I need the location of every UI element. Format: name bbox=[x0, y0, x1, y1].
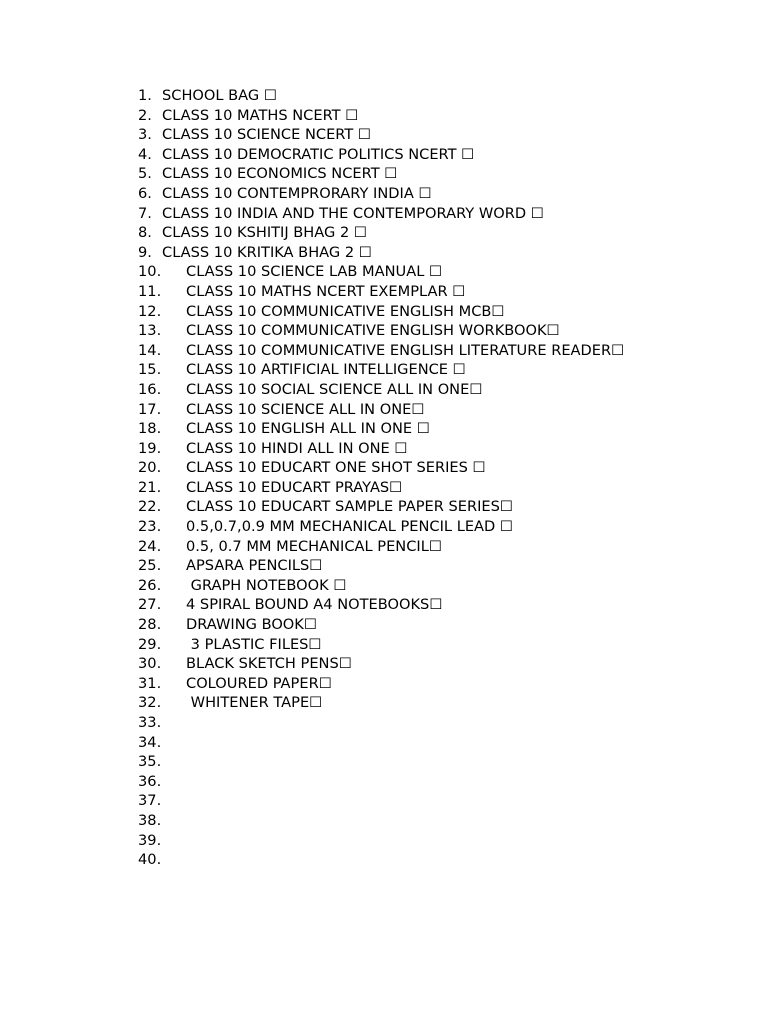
list-item-number: 27. bbox=[138, 596, 162, 614]
list-item-number: 21. bbox=[138, 478, 162, 496]
list-item-number: 40. bbox=[138, 851, 162, 869]
list-item-text: CLASS 10 ARTIFICIAL INTELLIGENCE ☐ bbox=[186, 361, 466, 379]
list-item-number: 23. bbox=[138, 518, 162, 536]
list-item-number: 9. bbox=[138, 243, 152, 261]
list-item-text: CLASS 10 INDIA AND THE CONTEMPORARY WORD ☐ bbox=[162, 204, 544, 222]
list-item-text: CLASS 10 SCIENCE LAB MANUAL ☐ bbox=[186, 263, 443, 281]
list-item-text: APSARA PENCILS☐ bbox=[186, 557, 323, 575]
list-item-text: GRAPH NOTEBOOK ☐ bbox=[186, 576, 347, 594]
list-item-number: 32. bbox=[138, 694, 162, 712]
list-item-number: 12. bbox=[138, 302, 162, 320]
list-item-number: 26. bbox=[138, 576, 162, 594]
list-item-text: CLASS 10 DEMOCRATIC POLITICS NCERT ☐ bbox=[162, 145, 475, 163]
list-item-number: 10. bbox=[138, 263, 162, 281]
list-item-text: CLASS 10 ENGLISH ALL IN ONE ☐ bbox=[186, 420, 430, 438]
list-item-number: 15. bbox=[138, 361, 162, 379]
list-item-number: 13. bbox=[138, 322, 162, 340]
list-item-number: 6. bbox=[138, 184, 152, 202]
list-item-text: 4 SPIRAL BOUND A4 NOTEBOOKS☐ bbox=[186, 596, 443, 614]
list-item-text: DRAWING BOOK☐ bbox=[186, 616, 317, 634]
list-item-number: 16. bbox=[138, 380, 162, 398]
list-item-text: CLASS 10 SCIENCE ALL IN ONE☐ bbox=[186, 400, 425, 418]
list-item-number: 18. bbox=[138, 420, 162, 438]
list-item-text: CLASS 10 COMMUNICATIVE ENGLISH LITERATURE READER☐ bbox=[186, 341, 625, 359]
list-item-text: CLASS 10 COMMUNICATIVE ENGLISH WORKBOOK☐ bbox=[186, 322, 560, 340]
list-item-number: 3. bbox=[138, 126, 152, 144]
list-item-number: 11. bbox=[138, 282, 162, 300]
list-item-number: 25. bbox=[138, 557, 162, 575]
list-item-number: 4. bbox=[138, 145, 152, 163]
list-item-number: 38. bbox=[138, 811, 162, 829]
list-item-number: 35. bbox=[138, 753, 162, 771]
list-item-number: 36. bbox=[138, 772, 162, 790]
list-item-text: CLASS 10 EDUCART PRAYAS☐ bbox=[186, 478, 403, 496]
list-item-text: BLACK SKETCH PENS☐ bbox=[186, 655, 352, 673]
list-item-number: 24. bbox=[138, 537, 162, 555]
list-item-number: 37. bbox=[138, 792, 162, 810]
list-item-number: 34. bbox=[138, 733, 162, 751]
list-item-text: CLASS 10 HINDI ALL IN ONE ☐ bbox=[186, 439, 408, 457]
list-item-text: CLASS 10 KSHITIJ BHAG 2 ☐ bbox=[162, 224, 367, 242]
list-item-number: 28. bbox=[138, 616, 162, 634]
list-item-text: CLASS 10 KRITIKA BHAG 2 ☐ bbox=[162, 243, 372, 261]
list-item-number: 14. bbox=[138, 341, 162, 359]
list-item-number: 31. bbox=[138, 674, 162, 692]
list-item-number: 33. bbox=[138, 714, 162, 731]
list-item-number: 20. bbox=[138, 459, 162, 477]
list-item-text: CLASS 10 CONTEMPRORARY INDIA ☐ bbox=[162, 184, 432, 202]
list-item-text: CLASS 10 ECONOMICS NCERT ☐ bbox=[162, 165, 398, 183]
list-item-text: COLOURED PAPER☐ bbox=[186, 674, 332, 692]
list-item-number: 8. bbox=[138, 224, 152, 242]
list-item-number: 29. bbox=[138, 635, 162, 653]
list-item-text: CLASS 10 COMMUNICATIVE ENGLISH MCB☐ bbox=[186, 302, 505, 320]
list-item-number: 1. bbox=[138, 87, 152, 104]
list-item-text: 0.5, 0.7 MM MECHANICAL PENCIL☐ bbox=[186, 537, 442, 555]
list-item-text: 3 PLASTIC FILES☐ bbox=[186, 635, 322, 653]
list-item-number: 2. bbox=[138, 106, 152, 124]
list-item-number: 39. bbox=[138, 831, 162, 849]
list-item-number: 22. bbox=[138, 498, 162, 516]
list-item-text: CLASS 10 SOCIAL SCIENCE ALL IN ONE☐ bbox=[186, 380, 483, 398]
list-item-number: 17. bbox=[138, 400, 162, 418]
list-item-number: 30. bbox=[138, 655, 162, 673]
list-item-text: CLASS 10 MATHS NCERT ☐ bbox=[162, 106, 359, 124]
list-item-text: CLASS 10 EDUCART ONE SHOT SERIES ☐ bbox=[186, 459, 486, 477]
list-item-number: 19. bbox=[138, 439, 162, 457]
list-item-text: 0.5,0.7,0.9 MM MECHANICAL PENCIL LEAD ☐ bbox=[186, 518, 513, 536]
list-item-text: SCHOOL BAG ☐ bbox=[162, 87, 277, 104]
list-item-text: WHITENER TAPE☐ bbox=[186, 694, 323, 712]
list-item-text: CLASS 10 MATHS NCERT EXEMPLAR ☐ bbox=[186, 282, 466, 300]
list-item-text: CLASS 10 SCIENCE NCERT ☐ bbox=[162, 126, 372, 144]
list-item-text: CLASS 10 EDUCART SAMPLE PAPER SERIES☐ bbox=[186, 498, 514, 516]
list-item-number: 7. bbox=[138, 204, 152, 222]
list-item-number: 5. bbox=[138, 165, 152, 183]
